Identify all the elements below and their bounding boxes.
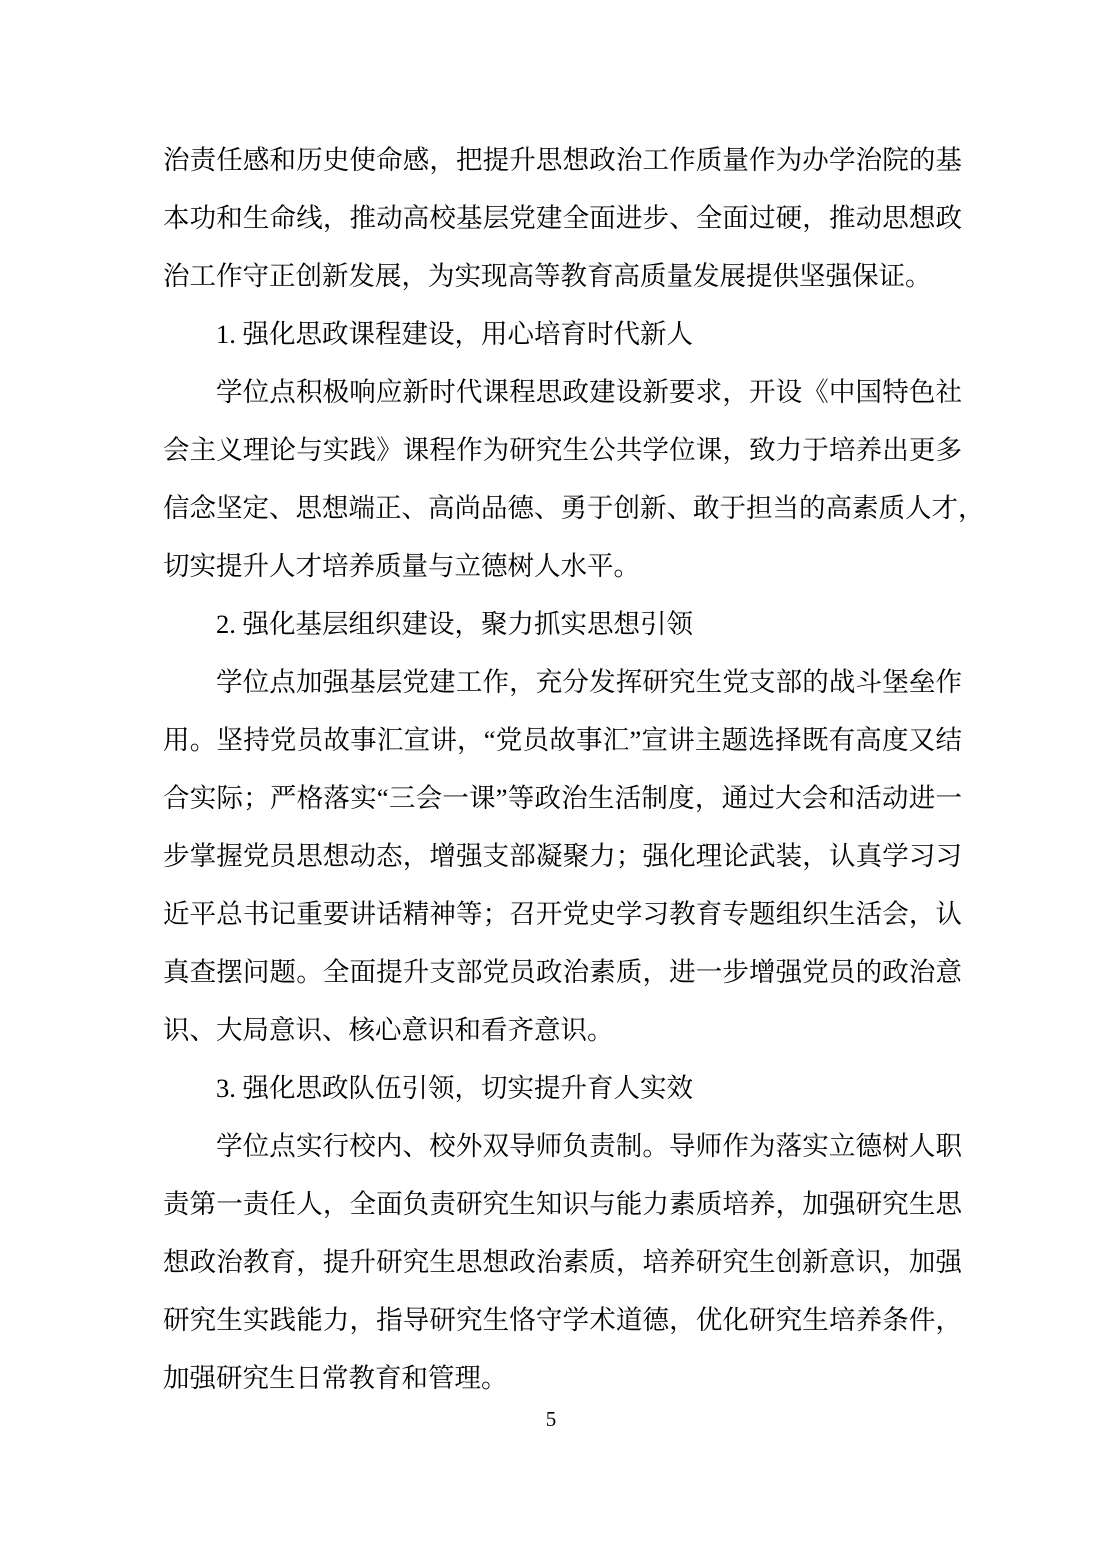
document-body (163, 131, 985, 1407)
paragraph-line: 识、大局意识、核心意识和看齐意识。 (163, 1015, 614, 1045)
section-heading: 3. 强化思政队伍引领，切实提升育人实效 (216, 1073, 693, 1103)
paragraph-line: 治工作守正创新发展，为实现高等教育高质量发展提供坚强保证。 (163, 261, 932, 291)
section-heading: 1. 强化思政课程建设，用心培育时代新人 (216, 319, 693, 349)
section-heading: 2. 强化基层组织建设，聚力抓实思想引领 (216, 609, 693, 639)
paragraph-line: 切实提升人才培养质量与立德树人水平。 (163, 551, 640, 581)
paragraph-line: 学位点积极响应新时代课程思政建设新要求，开设《中国特色社 (216, 377, 962, 407)
paragraph-line: 真查摆问题。全面提升支部党员政治素质，进一步增强党员的政治意 (163, 957, 962, 987)
page-number: 5 (545, 1407, 557, 1431)
paragraph-line: 会主义理论与实践》课程作为研究生公共学位课，致力于培养出更多 (163, 435, 962, 465)
paragraph-line: 想政治教育，提升研究生思想政治素质，培养研究生创新意识，加强 (163, 1247, 962, 1277)
paragraph-line: 学位点实行校内、校外双导师负责制。导师作为落实立德树人职 (216, 1131, 962, 1161)
paragraph-line: 学位点加强基层党建工作，充分发挥研究生党支部的战斗堡垒作 (216, 667, 962, 697)
paragraph-line: 近平总书记重要讲话精神等；召开党史学习教育专题组织生活会，认 (163, 899, 962, 929)
paragraph-line: 本功和生命线，推动高校基层党建全面进步、全面过硬，推动思想政 (163, 203, 962, 233)
paragraph-line: 合实际；严格落实“三会一课”等政治生活制度，通过大会和活动进一 (163, 783, 962, 813)
paragraph-line: 用。坚持党员故事汇宣讲，“党员故事汇”宣讲主题选择既有高度又结 (163, 725, 962, 755)
paragraph-line: 研究生实践能力，指导研究生恪守学术道德，优化研究生培养条件， (163, 1305, 962, 1335)
paragraph-line: 责第一责任人，全面负责研究生知识与能力素质培养，加强研究生思 (163, 1189, 962, 1219)
paragraph-line: 步掌握党员思想动态，增强支部凝聚力；强化理论武装，认真学习习 (163, 841, 962, 871)
paragraph-line: 加强研究生日常教育和管理。 (163, 1363, 508, 1393)
paragraph-line: 治责任感和历史使命感，把提升思想政治工作质量作为办学治院的基 (163, 145, 962, 175)
paragraph-line: 信念坚定、思想端正、高尚品德、勇于创新、敢于担当的高素质人才， (163, 493, 985, 523)
